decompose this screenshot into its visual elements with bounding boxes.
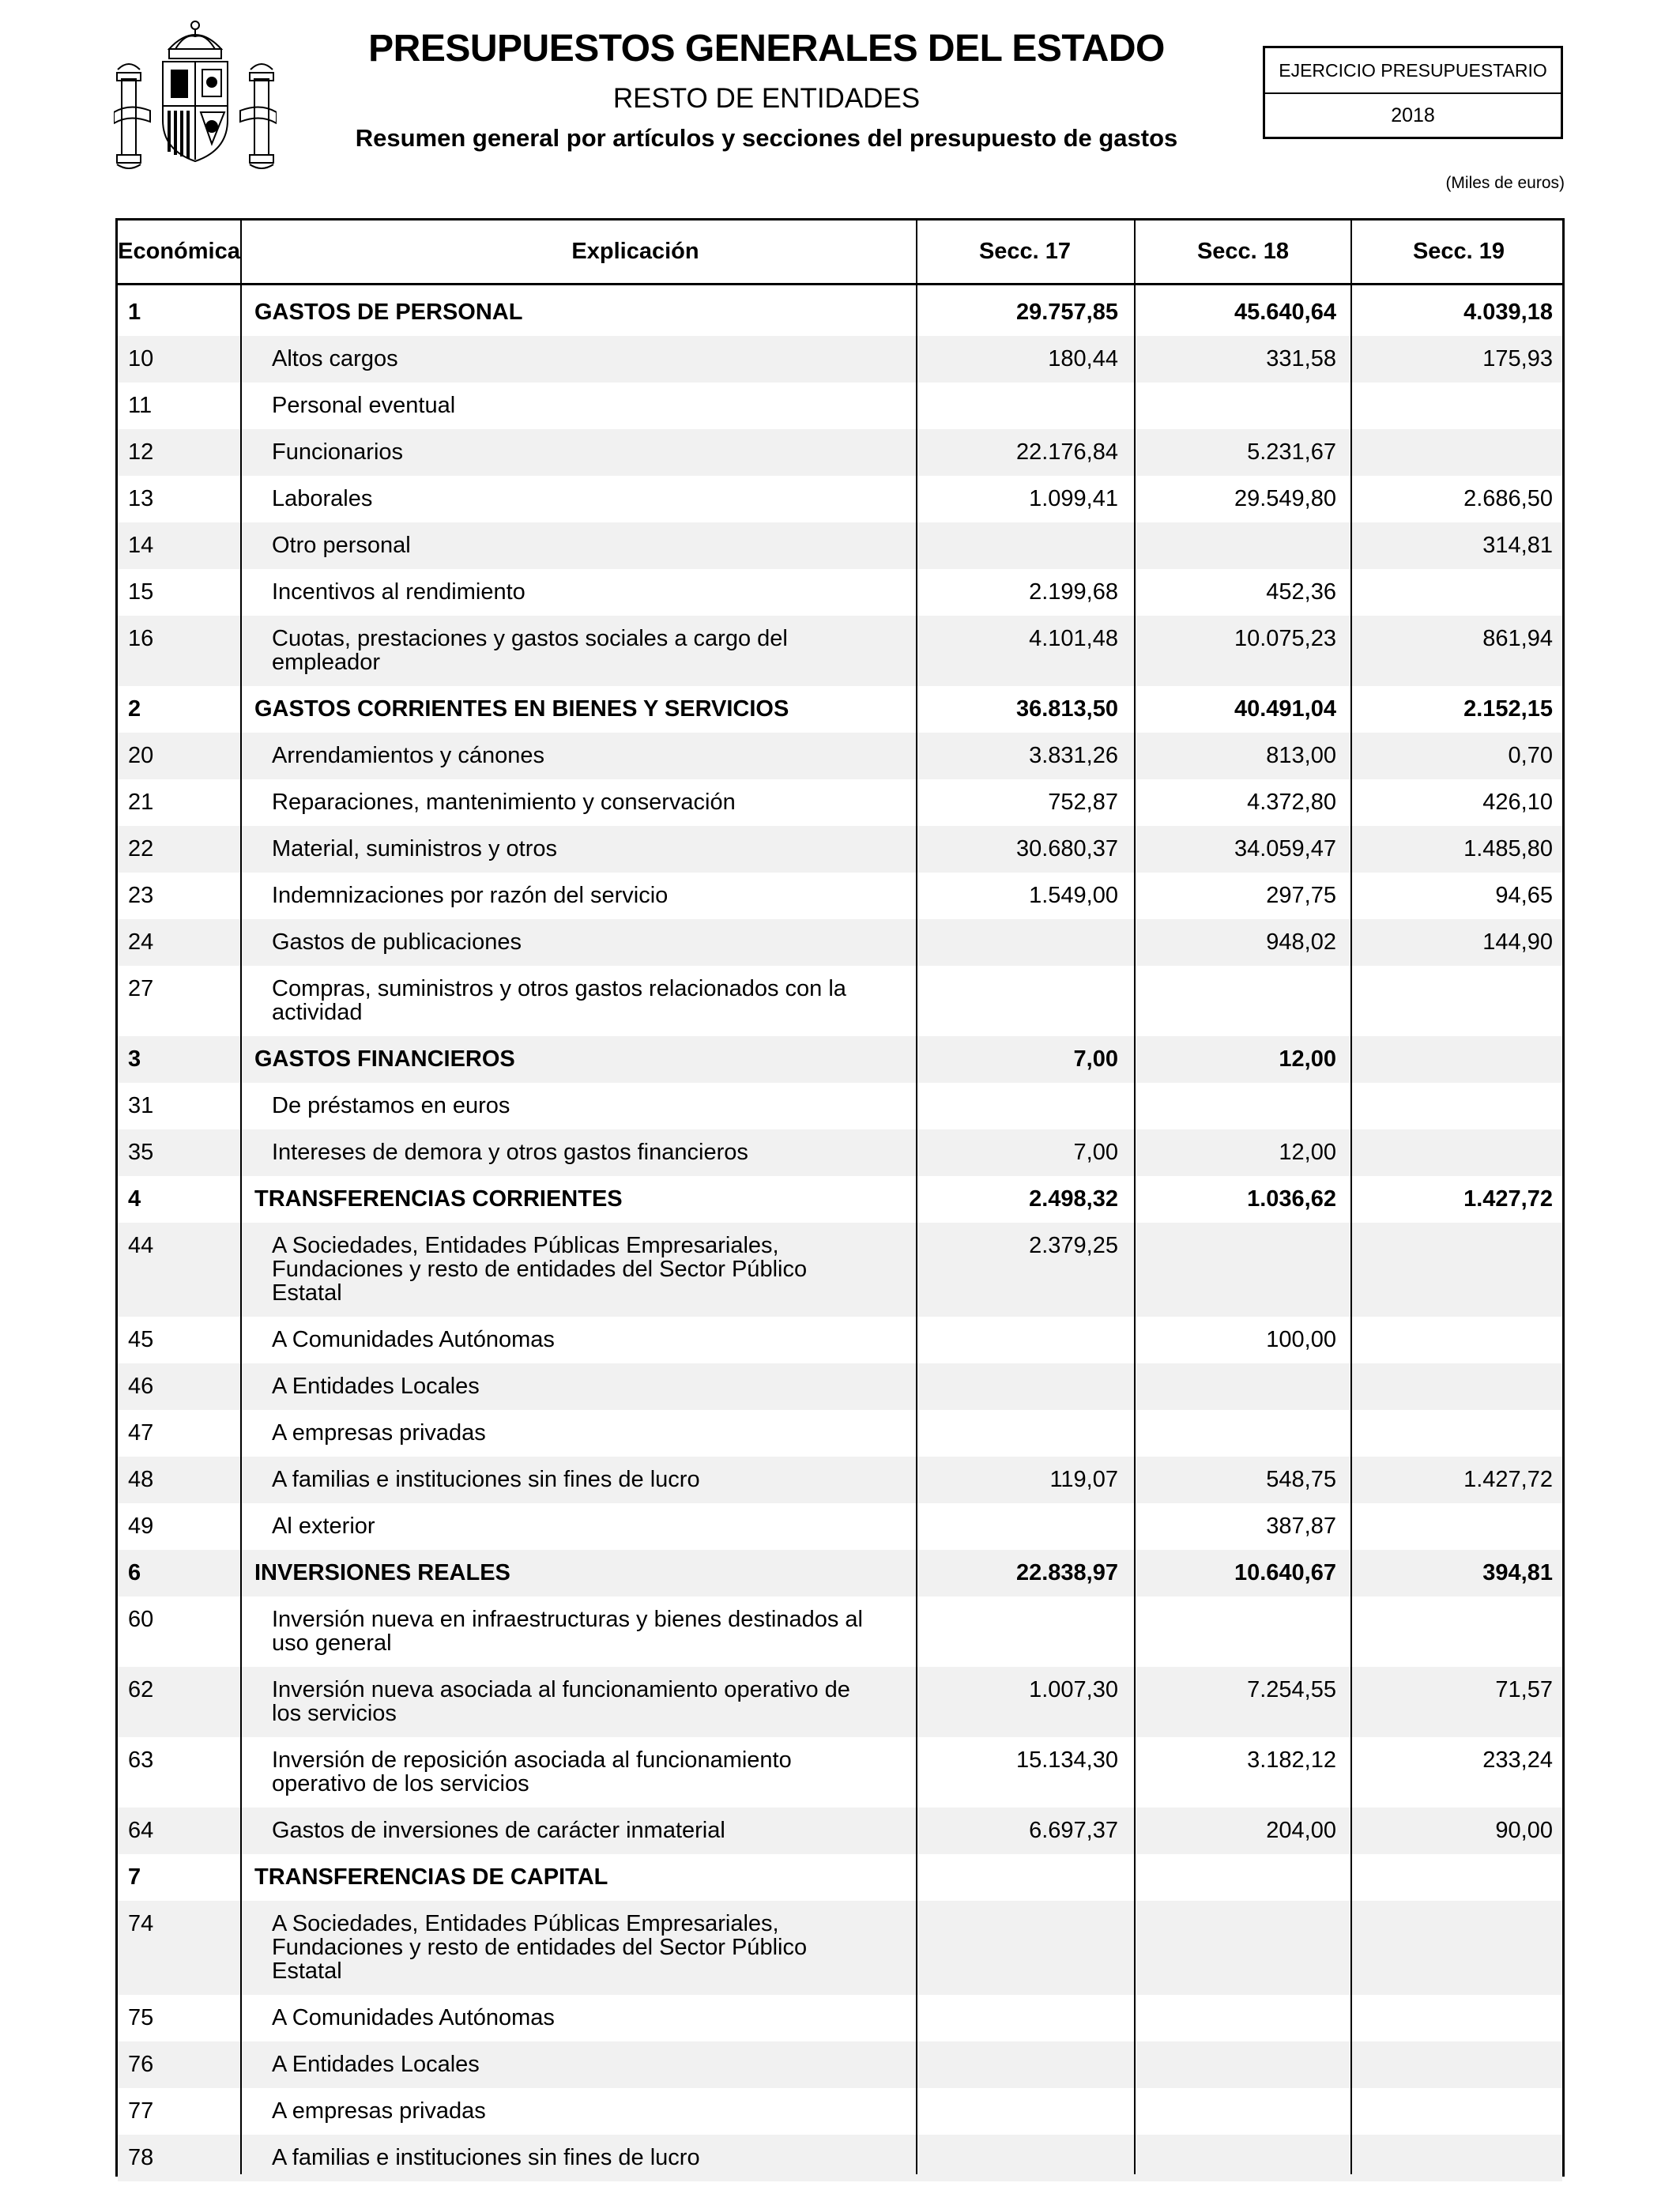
cell-code: 49 xyxy=(128,1514,154,1539)
table-header xyxy=(118,221,1562,285)
exercise-year: 2018 xyxy=(1391,104,1435,126)
cell-secc-17: 1.099,41 xyxy=(1029,486,1118,511)
cell-secc-18: 297,75 xyxy=(1266,883,1336,908)
cell-secc-17: 2.379,25 xyxy=(1029,1233,1118,1258)
cell-secc-18: 29.549,80 xyxy=(1234,486,1336,511)
units-note: (Miles de euros) xyxy=(1445,174,1565,192)
cell-secc-18: 452,36 xyxy=(1266,579,1336,605)
table-row xyxy=(118,1129,1562,1176)
cell-explicacion: Compras, suministros y otros gastos relacionados con la actividad xyxy=(272,976,846,1025)
cell-secc-18: 1.036,62 xyxy=(1247,1186,1336,1212)
cell-secc-18: 100,00 xyxy=(1266,1327,1336,1352)
cell-secc-17: 15.134,30 xyxy=(1015,1747,1118,1773)
table-row xyxy=(118,1667,1562,1737)
cell-code: 77 xyxy=(128,2098,154,2124)
cell-explicacion: Altos cargos xyxy=(272,346,398,371)
cell-code: 74 xyxy=(128,1911,154,1936)
cell-secc-18: 4.372,80 xyxy=(1247,790,1336,815)
cell-secc-19: 1.485,80 xyxy=(1463,836,1553,861)
table-row xyxy=(118,1223,1562,1317)
cell-explicacion: Arrendamientos y cánones xyxy=(272,743,544,768)
table-row xyxy=(118,826,1562,873)
cell-secc-18: 813,00 xyxy=(1266,743,1336,768)
cell-code: 11 xyxy=(128,393,153,418)
page-title: PRESUPUESTOS GENERALES DEL ESTADO xyxy=(368,28,1165,70)
cell-code: 63 xyxy=(128,1747,154,1773)
table-row xyxy=(118,966,1562,1036)
cell-secc-19: 426,10 xyxy=(1482,790,1553,815)
cell-code: 46 xyxy=(128,1374,154,1399)
cell-code: 14 xyxy=(128,533,154,558)
cell-explicacion: Intereses de demora y otros gastos financieros xyxy=(272,1140,748,1165)
cell-secc-17: 22.176,84 xyxy=(1015,439,1118,465)
cell-secc-19: 394,81 xyxy=(1482,1560,1553,1585)
table-row xyxy=(118,2041,1562,2088)
table-row xyxy=(118,1083,1562,1129)
cell-explicacion: TRANSFERENCIAS CORRIENTES xyxy=(254,1186,623,1212)
cell-secc-19: 144,90 xyxy=(1482,929,1553,955)
cell-code: 45 xyxy=(128,1327,154,1352)
table-row xyxy=(118,1317,1562,1363)
cell-secc-19: 0,70 xyxy=(1508,743,1553,768)
table-row xyxy=(118,1596,1562,1667)
table-row xyxy=(118,733,1562,779)
table-row xyxy=(118,616,1562,686)
cell-explicacion: A Sociedades, Entidades Públicas Empresariales, Fundaciones y resto de entidades del Sector Público Estatal xyxy=(272,1233,808,1306)
cell-secc-19: 861,94 xyxy=(1482,626,1553,651)
cell-code: 35 xyxy=(128,1140,154,1165)
cell-secc-17: 22.838,97 xyxy=(1015,1560,1118,1585)
cell-secc-17: 3.831,26 xyxy=(1029,743,1118,768)
cell-secc-18: 548,75 xyxy=(1266,1467,1336,1492)
cell-secc-19: 94,65 xyxy=(1495,883,1553,908)
cell-secc-18: 331,58 xyxy=(1266,346,1336,371)
cell-code: 24 xyxy=(128,929,154,955)
table-row xyxy=(118,336,1562,383)
table-row xyxy=(118,522,1562,569)
cell-explicacion: A empresas privadas xyxy=(272,2098,486,2124)
cell-explicacion: Laborales xyxy=(272,486,373,511)
table-body xyxy=(118,289,1562,2181)
table-row xyxy=(118,919,1562,966)
cell-secc-19: 1.427,72 xyxy=(1463,1186,1553,1212)
coat-of-arms-icon xyxy=(114,17,277,175)
cell-explicacion: Inversión nueva asociada al funcionamiento operativo de los servicios xyxy=(272,1677,850,1726)
cell-secc-19: 1.427,72 xyxy=(1463,1467,1553,1492)
cell-secc-18: 948,02 xyxy=(1266,929,1336,955)
cell-explicacion: A Sociedades, Entidades Públicas Empresariales, Fundaciones y resto de entidades del Sector Público Estatal xyxy=(272,1911,808,1984)
cell-secc-17: 752,87 xyxy=(1048,790,1118,815)
cell-secc-18: 10.075,23 xyxy=(1234,626,1336,651)
column-header-secc-19: Secc. 19 xyxy=(1412,239,1505,264)
cell-secc-17: 7,00 xyxy=(1073,1046,1118,1072)
table-row xyxy=(118,429,1562,476)
cell-explicacion: Gastos de inversiones de carácter inmaterial xyxy=(272,1818,725,1843)
cell-secc-18: 387,87 xyxy=(1266,1514,1336,1539)
cell-explicacion: Funcionarios xyxy=(272,439,404,465)
cell-secc-17: 7,00 xyxy=(1073,1140,1118,1165)
cell-secc-17: 1.007,30 xyxy=(1029,1677,1118,1702)
cell-code: 10 xyxy=(128,346,154,371)
cell-code: 22 xyxy=(128,836,154,861)
table-row-chapter xyxy=(118,1036,1562,1083)
cell-explicacion: Inversión nueva en infraestructuras y bienes destinados al uso general xyxy=(272,1607,863,1656)
cell-code: 4 xyxy=(128,1186,141,1212)
cell-code: 3 xyxy=(128,1046,141,1072)
cell-code: 48 xyxy=(128,1467,154,1492)
cell-secc-17: 180,44 xyxy=(1048,346,1118,371)
cell-secc-18: 12,00 xyxy=(1279,1046,1336,1072)
cell-secc-17: 29.757,85 xyxy=(1015,300,1118,325)
cell-explicacion: GASTOS DE PERSONAL xyxy=(254,300,523,325)
table-row xyxy=(118,476,1562,522)
cell-secc-18: 45.640,64 xyxy=(1234,300,1336,325)
table-row xyxy=(118,1901,1562,1995)
column-header-economica: Económica xyxy=(118,239,240,264)
cell-secc-19: 175,93 xyxy=(1482,346,1553,371)
cell-secc-18: 40.491,04 xyxy=(1234,696,1336,722)
cell-secc-19: 90,00 xyxy=(1495,1818,1553,1843)
cell-secc-17: 36.813,50 xyxy=(1015,696,1118,722)
table-row-chapter xyxy=(118,289,1562,336)
cell-code: 6 xyxy=(128,1560,141,1585)
cell-explicacion: Inversión de reposición asociada al funcionamiento operativo de los servicios xyxy=(272,1747,792,1796)
cell-explicacion: Cuotas, prestaciones y gastos sociales a cargo del empleador xyxy=(272,626,788,675)
cell-code: 12 xyxy=(128,439,154,465)
table-row xyxy=(118,1457,1562,1503)
cell-secc-17: 2.199,68 xyxy=(1029,579,1118,605)
column-divider xyxy=(1350,221,1352,2174)
cell-explicacion: De préstamos en euros xyxy=(272,1093,510,1118)
cell-secc-18: 204,00 xyxy=(1266,1818,1336,1843)
cell-code: 76 xyxy=(128,2052,154,2077)
cell-explicacion: A Entidades Locales xyxy=(272,2052,480,2077)
cell-code: 23 xyxy=(128,883,154,908)
table-row-chapter xyxy=(118,686,1562,733)
cell-code: 7 xyxy=(128,1864,141,1890)
cell-explicacion: GASTOS CORRIENTES EN BIENES Y SERVICIOS xyxy=(254,696,789,722)
cell-explicacion: Indemnizaciones por razón del servicio xyxy=(272,883,669,908)
cell-explicacion: A empresas privadas xyxy=(272,1420,486,1446)
cell-code: 44 xyxy=(128,1233,154,1258)
cell-secc-18: 5.231,67 xyxy=(1247,439,1336,465)
column-divider xyxy=(916,221,917,2174)
column-header-secc-18: Secc. 18 xyxy=(1196,239,1290,264)
cell-secc-18: 34.059,47 xyxy=(1234,836,1336,861)
table-row-chapter xyxy=(118,1176,1562,1223)
cell-explicacion: A familias e instituciones sin fines de lucro xyxy=(272,2145,700,2170)
table-row-chapter xyxy=(118,1854,1562,1901)
cell-secc-19: 233,24 xyxy=(1482,1747,1553,1773)
cell-explicacion: Personal eventual xyxy=(272,393,456,418)
cell-code: 13 xyxy=(128,486,154,511)
table-row xyxy=(118,383,1562,429)
cell-secc-17: 6.697,37 xyxy=(1029,1818,1118,1843)
cell-explicacion: Gastos de publicaciones xyxy=(272,929,522,955)
table-row xyxy=(118,873,1562,919)
cell-secc-17: 119,07 xyxy=(1049,1467,1118,1492)
cell-secc-17: 2.498,32 xyxy=(1029,1186,1118,1212)
cell-secc-17: 1.549,00 xyxy=(1029,883,1118,908)
cell-code: 75 xyxy=(128,2005,154,2030)
exercise-box xyxy=(1263,46,1563,139)
column-header-explicacion: Explicación xyxy=(571,239,699,264)
table-row xyxy=(118,1503,1562,1550)
cell-explicacion: A Comunidades Autónomas xyxy=(272,2005,555,2030)
cell-secc-18: 7.254,55 xyxy=(1247,1677,1336,1702)
table-row xyxy=(118,2135,1562,2181)
page-subtitle: RESTO DE ENTIDADES xyxy=(612,83,921,114)
cell-explicacion: Otro personal xyxy=(272,533,411,558)
budget-table xyxy=(115,218,1565,2177)
cell-secc-18: 10.640,67 xyxy=(1234,1560,1336,1585)
cell-explicacion: TRANSFERENCIAS DE CAPITAL xyxy=(254,1864,608,1890)
cell-code: 64 xyxy=(128,1818,154,1843)
cell-code: 60 xyxy=(128,1607,154,1632)
cell-explicacion: A Comunidades Autónomas xyxy=(272,1327,555,1352)
exercise-label: EJERCICIO PRESUPUESTARIO xyxy=(1265,48,1561,94)
cell-code: 1 xyxy=(128,300,141,325)
cell-code: 62 xyxy=(128,1677,154,1702)
cell-code: 78 xyxy=(128,2145,154,2170)
table-row xyxy=(118,1995,1562,2041)
cell-code: 21 xyxy=(128,790,154,815)
table-row xyxy=(118,1737,1562,1808)
cell-code: 15 xyxy=(128,579,154,605)
cell-explicacion: Incentivos al rendimiento xyxy=(272,579,525,605)
cell-explicacion: Reparaciones, mantenimiento y conservación xyxy=(272,790,736,815)
table-row xyxy=(118,1808,1562,1854)
cell-explicacion: Al exterior xyxy=(272,1514,375,1539)
table-row xyxy=(118,1410,1562,1457)
cell-secc-19: 2.152,15 xyxy=(1463,696,1553,722)
table-row xyxy=(118,569,1562,616)
cell-code: 47 xyxy=(128,1420,154,1446)
cell-code: 27 xyxy=(128,976,154,1001)
page-description: Resumen general por artículos y secciones del presupuesto de gastos xyxy=(355,124,1178,152)
cell-secc-17: 4.101,48 xyxy=(1029,626,1118,651)
table-row xyxy=(118,2088,1562,2135)
cell-explicacion: GASTOS FINANCIEROS xyxy=(254,1046,515,1072)
cell-code: 2 xyxy=(128,696,141,722)
cell-secc-19: 314,81 xyxy=(1482,533,1553,558)
cell-code: 20 xyxy=(128,743,154,768)
cell-explicacion: INVERSIONES REALES xyxy=(254,1560,510,1585)
cell-secc-18: 3.182,12 xyxy=(1247,1747,1336,1773)
table-row xyxy=(118,1363,1562,1410)
cell-explicacion: A Entidades Locales xyxy=(272,1374,480,1399)
column-divider xyxy=(1134,221,1136,2174)
cell-secc-19: 2.686,50 xyxy=(1463,486,1553,511)
cell-explicacion: Material, suministros y otros xyxy=(272,836,557,861)
table-row-chapter xyxy=(118,1550,1562,1596)
cell-explicacion: A familias e instituciones sin fines de lucro xyxy=(272,1467,700,1492)
cell-code: 16 xyxy=(128,626,154,651)
table-row xyxy=(118,779,1562,826)
column-header-secc-17: Secc. 17 xyxy=(978,239,1072,264)
cell-secc-19: 71,57 xyxy=(1495,1677,1553,1702)
cell-secc-18: 12,00 xyxy=(1279,1140,1336,1165)
column-divider xyxy=(240,221,242,2174)
cell-code: 31 xyxy=(128,1093,154,1118)
cell-secc-19: 4.039,18 xyxy=(1463,300,1553,325)
cell-secc-17: 30.680,37 xyxy=(1015,836,1118,861)
